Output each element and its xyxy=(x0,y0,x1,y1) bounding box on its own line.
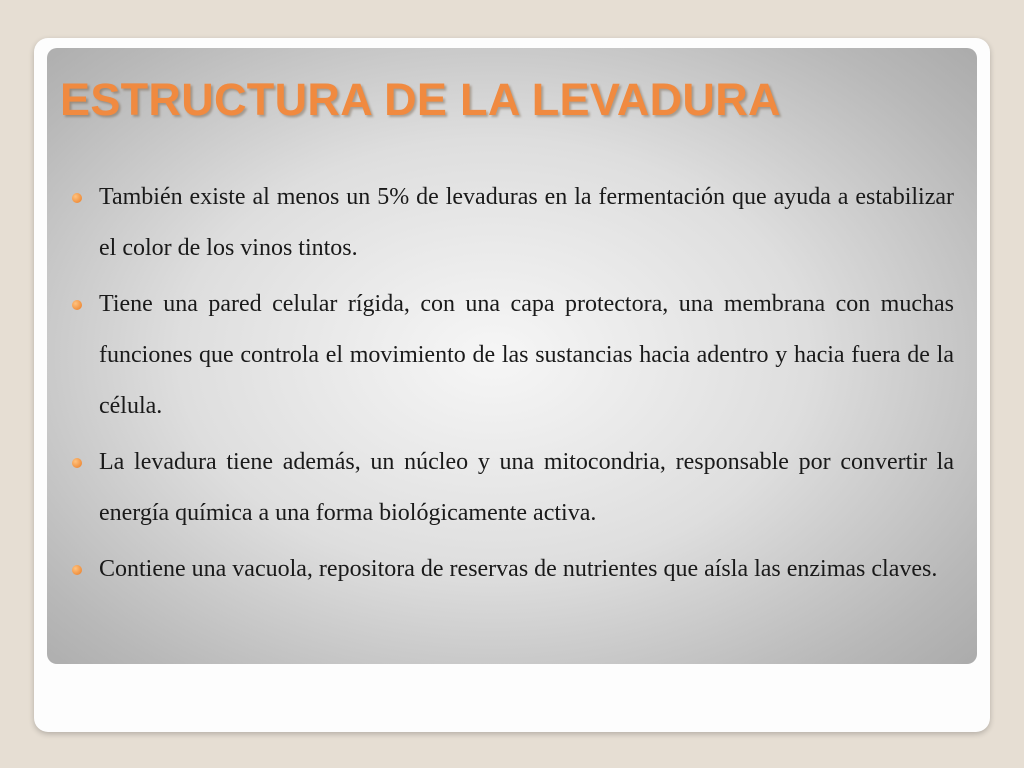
bullet-text: También existe al menos un 5% de levaduras en la fermentación que ayuda a estabilizar el color de los vinos tintos. xyxy=(99,184,954,261)
bullet-dot-icon xyxy=(72,300,82,310)
bullet-text: Contiene una vacuola, repositora de reservas de nutrientes que aísla las enzimas claves. xyxy=(99,556,938,582)
slide-title: ESTRUCTURA DE LA LEVADURA xyxy=(60,74,781,125)
bullet-item xyxy=(72,279,954,432)
bullet-list xyxy=(72,172,954,595)
bullet-text: Tiene una pared celular rígida, con una capa protectora, una membrana con muchas funciones que controla el movimiento de las sustancias hacia adentro y hacia fuera de la célula. xyxy=(99,291,954,419)
bullet-dot-icon xyxy=(72,458,82,468)
bullet-dot-icon xyxy=(72,565,82,575)
bullet-text: La levadura tiene además, un núcleo y una mitocondria, responsable por convertir la energía química a una forma biológicamente activa. xyxy=(99,449,954,526)
bullet-dot-icon xyxy=(72,193,82,203)
bullet-item xyxy=(72,437,954,539)
bullet-item xyxy=(72,544,954,595)
bullet-item xyxy=(72,172,954,274)
